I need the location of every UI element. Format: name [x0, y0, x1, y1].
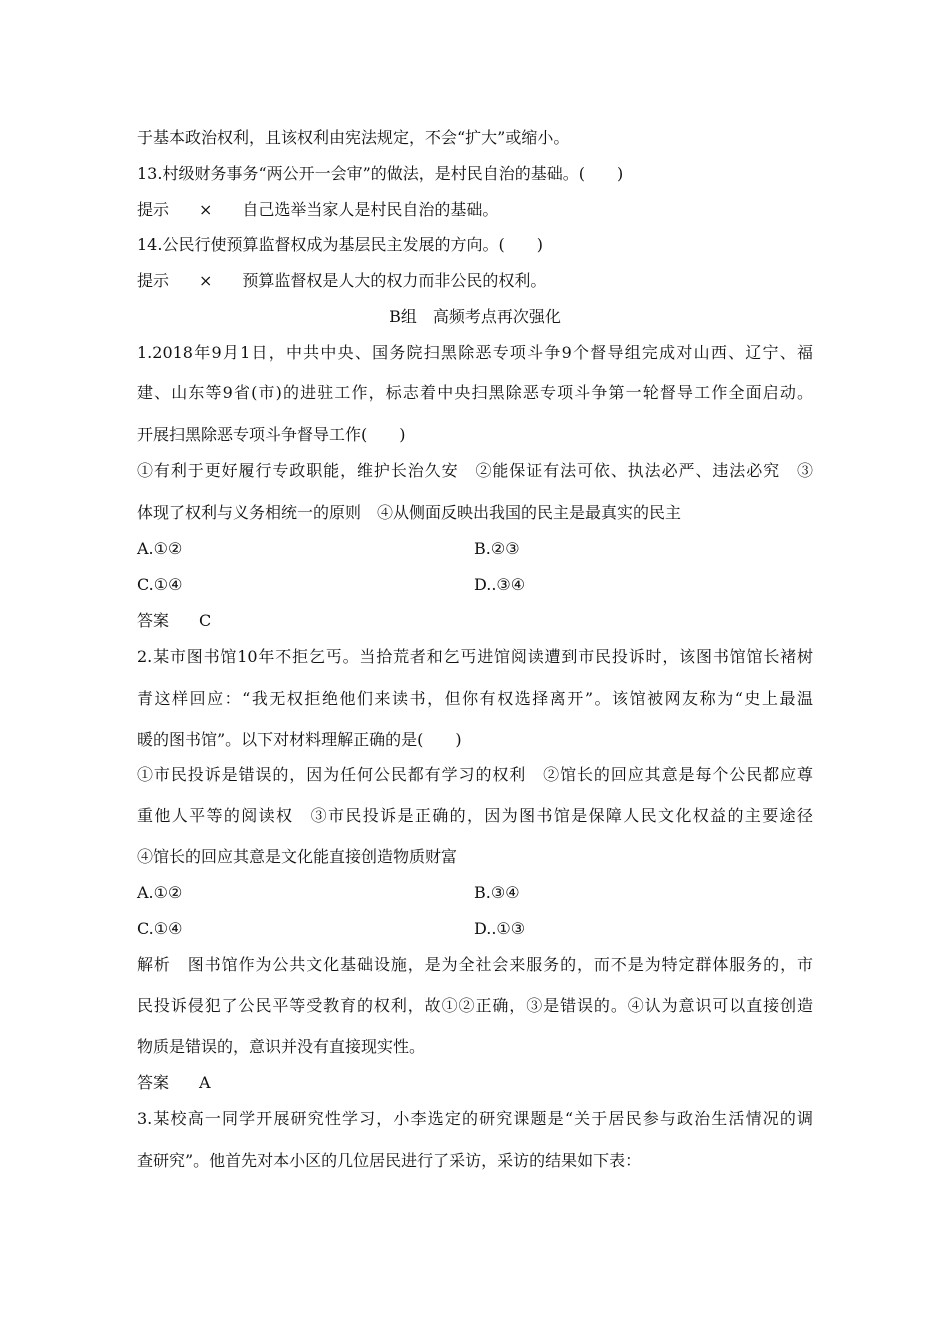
question-1-options: 体现了权利与义务相统一的原则 ④从侧面反映出我国的民主是最真实的民主 — [137, 503, 682, 522]
question-2-options: ④馆长的回应其意是文化能直接创造物质财富 — [137, 847, 458, 866]
hint-text: 预算监督权是人大的权力而非公民的权利。 — [242, 271, 547, 290]
answer-label: 答案 — [137, 1073, 170, 1092]
question-2-line: 青这样回应：“我无权拒绝他们来读书，但你有权选择离开”。该馆被网友称为“史上最温 — [137, 689, 813, 708]
hint-label: 提示 — [137, 200, 170, 219]
answer-value: C — [199, 611, 212, 630]
question-1-line: 建、山东等9省(市)的进驻工作，标志着中央扫黑除恶专项斗争第一轮督导工作全面启动。 — [137, 383, 813, 402]
option-b: B.③④ — [474, 883, 520, 902]
option-c: C.①④ — [137, 575, 183, 594]
answer-2 — [137, 1072, 211, 1094]
hint-mark: × — [199, 271, 213, 290]
question-2-options: ①市民投诉是错误的，因为任何公民都有学习的权利 ②馆长的回应其意是每个公民都应尊 — [137, 765, 813, 784]
question-1-options: ①有利于更好履行专政职能，维护长治久安 ②能保证有法可依、执法必严、违法必究 ③ — [137, 461, 813, 480]
question-3-line: 3.某校高一同学开展研究性学习，小李选定的研究课题是“关于居民参与政治生活情况的调 — [137, 1109, 813, 1128]
option-a: A.①② — [137, 883, 183, 902]
option-d: D..①③ — [474, 919, 526, 938]
section-heading: B组 高频考点再次强化 — [389, 307, 561, 326]
option-b: B.②③ — [474, 539, 520, 558]
question-1-line: 1.2018年9月1日，中共中央、国务院扫黑除恶专项斗争9个督导组完成对山西、辽宁、福 — [137, 343, 813, 362]
question-13: 13.村级财务事务“两公开一会审”的做法，是村民自治的基础。( ) — [137, 164, 624, 183]
answer-1 — [137, 610, 211, 632]
question-2-line: 暖的图书馆”。以下对材料理解正确的是( ) — [137, 730, 462, 749]
question-1-line: 开展扫黑除恶专项斗争督导工作( ) — [137, 425, 406, 444]
text-line: 于基本政治权利，且该权利由宪法规定，不会“扩大”或缩小。 — [137, 128, 570, 147]
explanation-label: 解析 — [137, 955, 171, 974]
question-2-line: 2.某市图书馆10年不拒乞丐。当拾荒者和乞丐进馆阅读遭到市民投诉时，该图书馆馆长褚树 — [137, 647, 813, 666]
explanation-text: 图书馆作为公共文化基础设施，是为全社会来服务的，而不是为特定群体服务的，市 — [187, 955, 813, 974]
hint-text: 自己选举当家人是村民自治的基础。 — [242, 200, 499, 219]
answer-value: A — [199, 1073, 211, 1092]
hint-mark: × — [199, 200, 213, 219]
hint-14 — [137, 270, 546, 292]
answer-label: 答案 — [137, 611, 170, 630]
option-a: A.①② — [137, 539, 183, 558]
option-c: C.①④ — [137, 919, 183, 938]
question-2-options: 重他人平等的阅读权 ③市民投诉是正确的，因为图书馆是保障人民文化权益的主要途径 — [137, 806, 813, 825]
explanation-2 — [137, 954, 813, 976]
explanation-2-line: 物质是错误的，意识并没有直接现实性。 — [137, 1037, 426, 1056]
explanation-2-line: 民投诉侵犯了公民平等受教育的权利，故①②正确，③是错误的。④认为意识可以直接创造 — [137, 996, 813, 1015]
hint-label: 提示 — [137, 271, 170, 290]
hint-13 — [137, 199, 498, 221]
question-14: 14.公民行使预算监督权成为基层民主发展的方向。( ) — [137, 235, 543, 254]
question-3-line: 查研究”。他首先对本小区的几位居民进行了采访，采访的结果如下表： — [137, 1151, 642, 1170]
option-d: D..③④ — [474, 575, 526, 594]
